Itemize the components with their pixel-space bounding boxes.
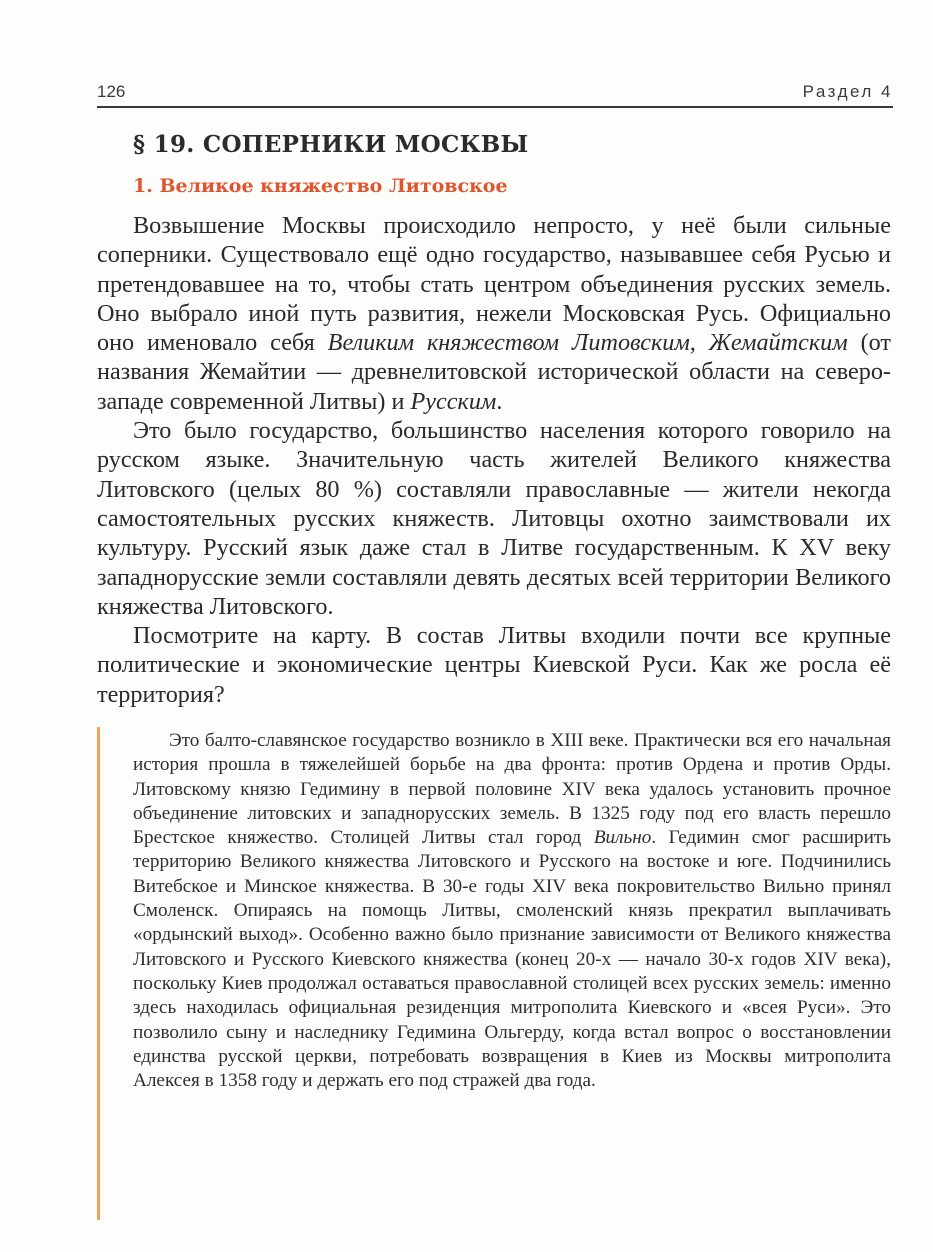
aside-part-b: . Гедимин смог расширить территорию Великого княжества Литовского и Русского на востоке и юге. Подчинились Витебское и Минское княжества. В 30-е годы XIV века покровительство Вильно принял Смоленск. Опираясь на помощь Литвы, смоленский князь прекратил выплачивать «ордынский выход». Особенно важно было признание зависимости от Великого княжества Литовского и Русского Киевского княжества (конец 20-х — начало 30-х годов XIV века), поскольку Киев продолжал оставаться православной столицей всех русских земель: именно здесь находилась официальная резиденция митрополита Киевского и «всея Руси». Это позволило сыну и наследнику Гедимина Ольгерду, когда встал вопрос о восстановлении единства русской церкви, потребовать возвращения в Киев из Москвы митрополита Алексея в 1358 году и держать его под стражей два года. [133,827,891,1092]
page-header [97,80,893,108]
main-p1-italic-2: Русским [410,387,497,415]
aside-accent-bar [97,727,100,1220]
main-p1-part-a: Возвышение Москвы происходило непросто, у неё были сильные соперники. Существовало ещё одно государство, называвшее себя Русью и претендовавшее на то, чтобы стать центром объединения русских земель. Оно выбрало иной путь развития, нежели Московская Русь. Официально оно именовало себя [97,212,891,357]
main-paragraph-2: Это было государство, большинство населения которого говорило на русском языке. Значительную часть жителей Великого княжества Литовского (целых 80 %) составляли православные — жители некогда самостоятельных русских княжеств. Литовцы охотно заимствовали их культуру. Русский язык даже стал в Литве государственным. К XV веку западнорусские земли составляли девять десятых всей территории Великого княжества Литовского. [97,417,891,620]
main-p1-part-b: (от названия Жемайтии — древнелитовской исторической области на северо-западе современной Литвы) и [97,329,892,415]
main-p1-part-c: . [496,387,503,415]
main-text [97,211,891,709]
main-paragraph-3: Посмотрите на карту. В состав Литвы входили почти все крупные политические и экономические центры Киевской Руси. Как же росла её территория? [97,622,891,708]
aside-part-a: Это балто-славянское государство возникло в XIII веке. Практически вся его начальная история прошла в тяжелейшей борьбе на два фронта: против Ордена и против Орды. Литовскому князю Гедимину в первой половине XIV века удалось установить прочное объединение литовских и западнорусских земель. В 1325 году под его власть перешло Брестское княжество. Столицей Литвы стал город [133,730,891,849]
subheading: 1. Великое княжество Литовское [133,175,508,197]
aside-text [133,729,891,1093]
aside-block [97,727,891,1220]
aside-paragraph [133,729,891,1093]
main-p1-italic-1: Великим княжеством Литовским, Жемайтским [327,329,848,357]
aside-italic: Вильно [593,827,652,849]
paragraph-title: § 19. СОПЕРНИКИ МОСКВЫ [133,131,529,158]
section-label: Раздел 4 [802,82,893,101]
main-paragraph-1 [97,211,891,416]
page-number: 126 [97,82,126,101]
